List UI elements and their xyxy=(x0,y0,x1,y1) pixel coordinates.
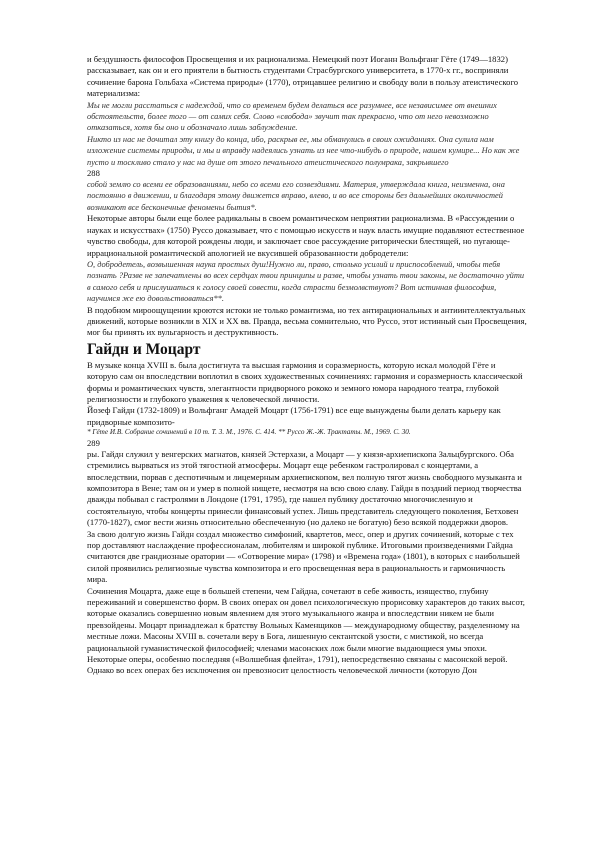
document-page xyxy=(87,54,527,677)
paragraph: Некоторые авторы были еще более радикальны в своем романтическом неприятии рационализма. В «Рассуждении о науках и искусствах» (1750) Руссо доказывает, что с помощью искусств и наук власть имущие подавляют естественное чувство свободы, для которой рождены люди, и заключает свое рассуждение риторически блестящей, но пугающе-иррациональной романтической апологией не вкусившей образованности добродетели: xyxy=(87,213,525,258)
page-number: 288 xyxy=(87,168,100,179)
footnote: * Гёте И.В. Собрание сочинений в 10 т. Т. 3. М., 1976. С. 414. ** Руссо Ж.-Ж. Трактаты. М., 1969. С. 30. xyxy=(87,428,411,437)
paragraph: ры. Гайдн служил у венгерских магнатов, князей Эстерхази, а Моцарт — у князя-архиепископа Зальцбургского. Оба стремились вырваться из этой тягостной атмосферы. Моцарт еще ребенком гастролировал с концертами, а впоследствии, порвав с деспотичным и лицемерным архиепископом, вел полную тягот жизнь свободного музыканта и композитора в Вене; там он и умер в полной нищете, несмотря на всю свою славу. Гайдн в поздний период творчества дважды побывал с гастролями в Лондоне (1791, 1795), где нашел публику достаточно многочисленную и состоятельную, чтобы концерты принесли финансовый успех. Лишь представитель следующего поколения, Бетховен (1770-1827), смог вести жизнь относительно обеспеченную (но далеко не богатую) безо всякой поддержки дворов. xyxy=(87,448,522,528)
paragraph: В подобном мироощущении кроются истоки не только романтизма, но тех антирациональных и антиинтеллектуальных движений, которые возникли в XIX и XX вв. Правда, весьма сомнительно, что Руссо, этот истинный сын Просвещения, мог бы принять их вульгарность и деструктивность. xyxy=(87,304,527,338)
quote-paragraph: О, добродетель, возвышенная наука простых душ!Нужно ли, право, столько усилий и приспособлений, чтобы тебя познать ?Разве не запечатлены во всех сердцах твои принципы и разве, чтобы узнать твои законы, не достаточно уйти в самого себя и прислушаться к голосу своей совести, когда страсти безмолвствуют? Вот истинная философия, научимся же ею довольствоваться**. xyxy=(87,259,525,304)
page-number: 289 xyxy=(87,437,100,448)
paragraph: и бездушность философов Просвещения и их рационализма. Немецкий поэт Иоганн Вольфганг Гёте (1749—1832) рассказывает, как он и его приятели в бытность студентами Страсбургского университета, в 1770-х гг., восприняли сочинение барона Гольбаха «Система природы» (1770), отрицавшее религию и свободу воли в пользу атеистического материализма: xyxy=(87,54,519,99)
paragraph: Йозеф Гайдн (1732-1809) и Вольфганг Амадей Моцарт (1756-1791) все еще вынуждены были делать карьеру как придворные композито- xyxy=(87,405,501,427)
paragraph: За свою долгую жизнь Гайдн создал множество симфоний, квартетов, месс, опер и других сочинений, которые с тех пор доставляют наслаждение профессионалам, любителям и широкой публике. Итоговыми произведениями Гайдна считаются две грандиозные оратории — «Сотворение мира» (1798) и «Времена года» (1801), в которых с наибольшей силой проявились религиозные чувства композитора и его просвещенная вера в рациональность и гармоничность мира. xyxy=(87,528,520,585)
paragraph: Сочинения Моцарта, даже еще в большей степени, чем Гайдна, сочетают в себе живость, изящество, глубину переживаний и совершенство форм. В своих операх он довел психологическую прорисовку характеров до таких высот, которые оказались совершенно новым явлением для этого музыкального жанра и впоследствии никем не были превзойдены. Моцарт принадлежал к братству Вольных Каменщиков — международному обществу, разделенному на местные ложи. Масоны XVIII в. сочетали веру в Бога, лишенную сектантской узости, с мистикой, но всегда рациональной гуманистической философией; членами масонских лож были многие выдающиеся умы эпохи. Некоторые оперы, особенно последняя («Волшебная флейта», 1791), непосредственно связаны с масонской верой. Однако во всех операх без исключения он превозносит целостность человеческой личности (которую Дон xyxy=(87,585,525,676)
quote-paragraph: Мы не могли расстаться с надеждой, что со временем будем делаться все разумнее, все независимее от внешних обстоятельств, более того — от самих себя. Слово «свобода» звучит так прекрасно, что от него невозможно отказаться, хотя бы оно и обозначало лишь заблуждение. xyxy=(87,100,497,133)
section-heading: Гайдн и Моцарт xyxy=(87,340,201,358)
quote-paragraph: Никто из нас не дочитал эту книгу до конца, ибо, раскрыв ее, мы обманулись в своих ожиданиях. Она сулила нам изложение системы природы, и мы и вправду надеялись узнать из нее что-нибудь о природе, нашем кумире... Но как же пусто и тоскливо стало у нас на душе от этого печального атеистического полумрака, закрывшего xyxy=(87,134,520,167)
paragraph: В музыке конца XVIII в. была достигнута та высшая гармония и соразмерность, которую искал молодой Гёте и которую сам он впоследствии воплотил в своих художественных сочинениях: гармония и соразмерность классической формы и романтических чувств, элегантности придворного рококо и земного юмора народного театра, глубокой религиозности и глубокого уважения к человеческой личности. xyxy=(87,359,523,404)
quote-paragraph: собой землю со всеми ее образованиями, небо со всеми его созвездиями. Материя, утверждала книга, неизменна, она постоянно в движении, и благодаря этому движется вправо, влево, и во все стороны без дальнейших околичностей возникают все бесконечные феномены бытия*. xyxy=(87,180,505,212)
